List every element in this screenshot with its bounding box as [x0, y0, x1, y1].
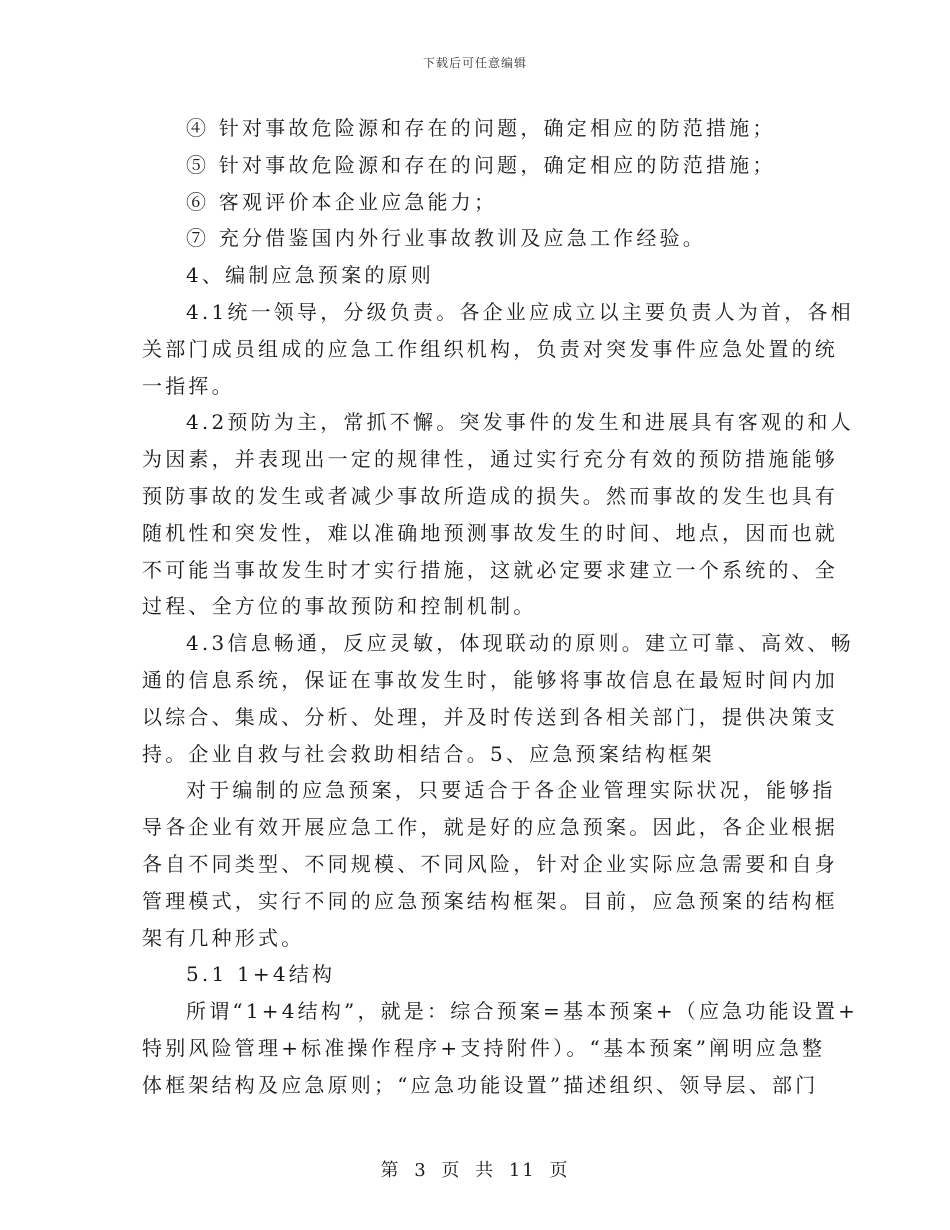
text-line: 4.2预防为主，常抓不懈。突发事件的发生和进展具有客观的和人 — [186, 410, 854, 435]
text-line: 各自不同类型、不同规模、不同风险，针对企业实际应急需要和自身 — [142, 851, 838, 876]
text-line: ⑥ 客观评价本企业应急能力； — [186, 189, 498, 214]
text-line: 架有几种形式。 — [142, 925, 305, 950]
text-line: 4.3信息畅通，反应灵敏，体现联动的原则。建立可靠、高效、畅 — [186, 631, 854, 656]
text-line: ⑤ 针对事故危险源和存在的问题，确定相应的防范措施； — [186, 152, 776, 177]
text-line: 预防事故的发生或者减少事故所造成的损失。然而事故的发生也具有 — [142, 483, 838, 508]
text-line: 所谓“1+4结构”，就是：综合预案=基本预案+（应急功能设置+ — [186, 999, 859, 1024]
text-line: 导各企业有效开展应急工作，就是好的应急预案。因此，各企业根据 — [142, 815, 838, 840]
text-line: 对于编制的应急预案，只要适合于各企业管理实际状况，能够指 — [186, 778, 836, 803]
text-line: 体框架结构及应急原则；“应急功能设置”描述组织、领导层、部门 — [142, 1072, 819, 1097]
page-number-footer: 第 3 页 共 11 页 — [380, 1160, 570, 1181]
text-line: 关部门成员组成的应急工作组织机构，负责对突发事件应急处置的统 — [142, 336, 838, 361]
text-line: 4、编制应急预案的原则 — [186, 263, 434, 288]
text-line: 通的信息系统，保证在事故发生时，能够将事故信息在最短时间内加 — [142, 667, 838, 692]
text-line: ④ 针对事故危险源和存在的问题，确定相应的防范措施； — [186, 116, 776, 140]
text-line: ⑦ 充分借鉴国内外行业事故教训及应急工作经验。 — [186, 226, 706, 251]
text-line: 一指挥。 — [142, 373, 235, 398]
text-line: 特别风险管理+标准操作程序+支持附件）。“基本预案”阐明应急整 — [142, 1035, 826, 1060]
text-line: 过程、全方位的事故预防和控制机制。 — [142, 594, 537, 619]
text-line: 以综合、集成、分析、处理，并及时传送到各相关部门，提供决策支 — [142, 704, 838, 729]
text-line: 管理模式，实行不同的应急预案结构框架。目前，应急预案的结构框 — [142, 888, 838, 913]
text-line: 随机性和突发性，难以准确地预测事故发生的时间、地点，因而也就 — [142, 520, 838, 545]
page-header-note: 下载后可任意编辑 — [422, 56, 527, 70]
text-line: 持。企业自救与社会救助相结合。5、应急预案结构框架 — [142, 741, 715, 766]
text-line: 不可能当事故发生时才实行措施，这就必定要求建立一个系统的、全 — [142, 557, 838, 582]
text-line: 4.1统一领导，分级负责。各企业应成立以主要负责人为首，各相 — [186, 299, 854, 324]
text-line: 为因素，并表现出一定的规律性，通过实行充分有效的预防措施能够 — [142, 447, 838, 472]
text-line: 5.1 1+4结构 — [186, 962, 336, 987]
document-body — [142, 110, 859, 1104]
